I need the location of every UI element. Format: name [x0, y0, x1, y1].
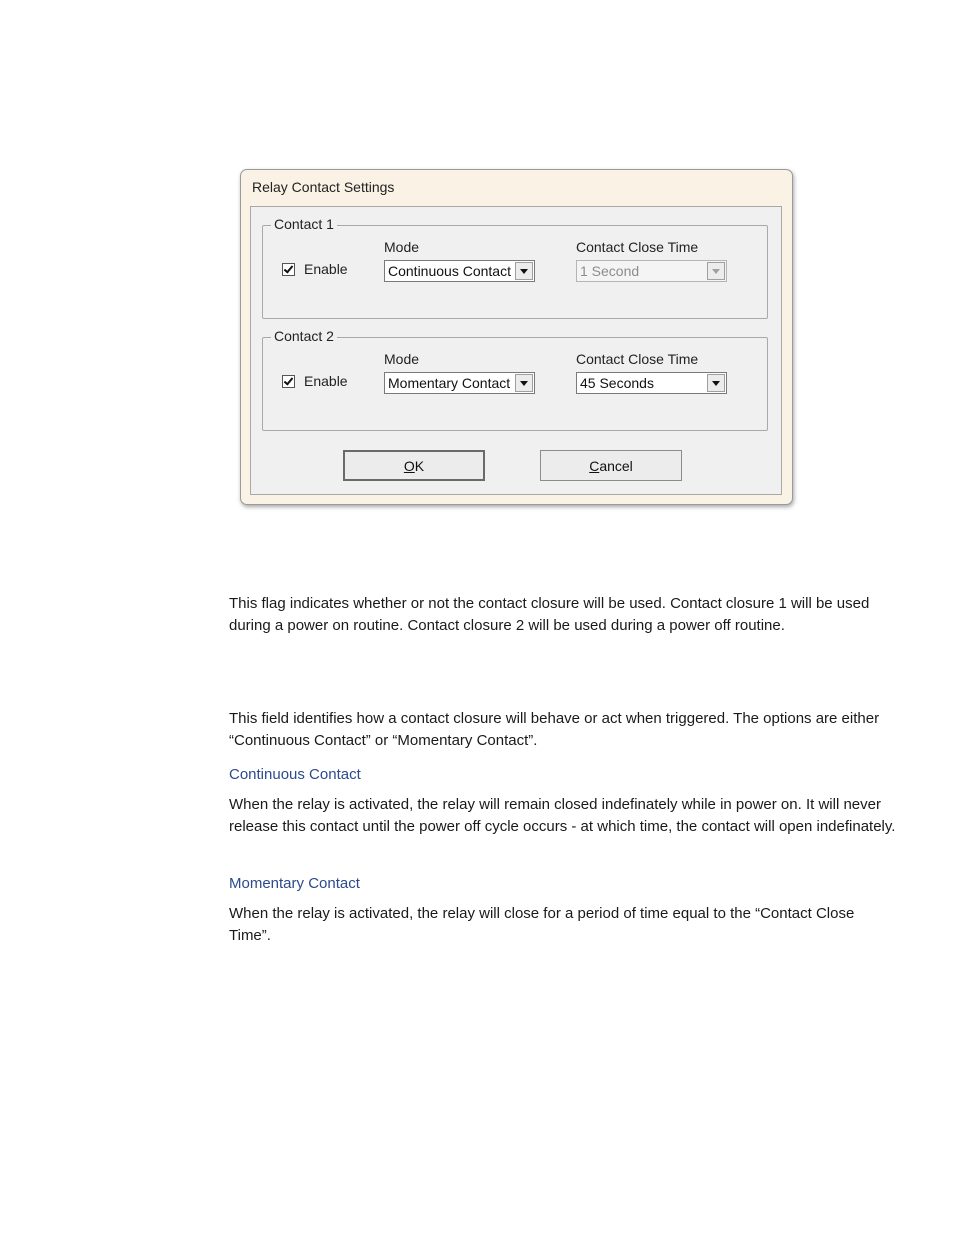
- contact-2-enable-checkbox[interactable]: [282, 373, 348, 389]
- contact-2-legend: Contact 2: [271, 328, 337, 344]
- contact-2-mode-value: Momentary Contact: [388, 375, 511, 391]
- contact-1-close-time-select: [576, 260, 727, 282]
- chevron-down-icon[interactable]: [707, 374, 725, 392]
- mode-description: This field identifies how a contact closure will behave or act when triggered. The options are either “Continuous Contact” or “Momentary Contact”.: [229, 710, 880, 749]
- dialog-title: Relay Contact Settings: [252, 179, 395, 195]
- cancel-label-rest: ancel: [599, 457, 633, 474]
- ok-button[interactable]: [343, 450, 485, 481]
- checkmark-icon: [282, 263, 295, 276]
- contact-2-close-time-value: 45 Seconds: [580, 375, 654, 391]
- dialog-client-area: [250, 206, 782, 495]
- contact-1-close-time-value: 1 Second: [580, 263, 640, 279]
- contact-1-close-time-label: Contact Close Time: [576, 239, 699, 255]
- contact-2-close-time-label: Contact Close Time: [576, 351, 699, 367]
- relay-contact-settings-dialog: [240, 169, 793, 505]
- chevron-down-icon[interactable]: [515, 374, 533, 392]
- ok-label-rest: K: [414, 457, 425, 474]
- cancel-button[interactable]: [540, 450, 682, 481]
- contact-1-legend: Contact 1: [271, 216, 337, 232]
- enable-description: This flag indicates whether or not the contact closure will be used. Contact closure 1 will be used during a power on routine. Contact closure 2 will be used during a power off routine.: [229, 595, 870, 634]
- contact-1-group: [262, 216, 768, 319]
- continuous-contact-heading: Continuous Contact: [229, 766, 361, 783]
- chevron-down-icon: [707, 262, 725, 280]
- cancel-mnemonic: C: [589, 457, 600, 474]
- contact-2-enable-label: Enable: [304, 373, 348, 389]
- chevron-down-icon[interactable]: [515, 262, 533, 280]
- contact-1-enable-checkbox[interactable]: [282, 261, 348, 277]
- contact-1-enable-label: Enable: [304, 261, 348, 277]
- contact-2-mode-select[interactable]: [384, 372, 535, 394]
- contact-2-close-time-select[interactable]: [576, 372, 727, 394]
- contact-1-mode-label: Mode: [384, 239, 420, 255]
- momentary-contact-heading: Momentary Contact: [229, 875, 360, 892]
- contact-2-mode-label: Mode: [384, 351, 420, 367]
- contact-1-mode-select[interactable]: [384, 260, 535, 282]
- contact-2-group: [262, 328, 768, 431]
- contact-1-mode-value: Continuous Contact: [388, 263, 511, 279]
- continuous-contact-description: When the relay is activated, the relay will remain closed indefinately while in power on. It will never release this contact until the power off cycle occurs - at which time, the contact will open indefinately.: [229, 796, 896, 835]
- checkmark-icon: [282, 375, 295, 388]
- momentary-contact-description: When the relay is activated, the relay will close for a period of time equal to the “Contact Close Time”.: [229, 905, 855, 944]
- ok-mnemonic: O: [403, 457, 415, 474]
